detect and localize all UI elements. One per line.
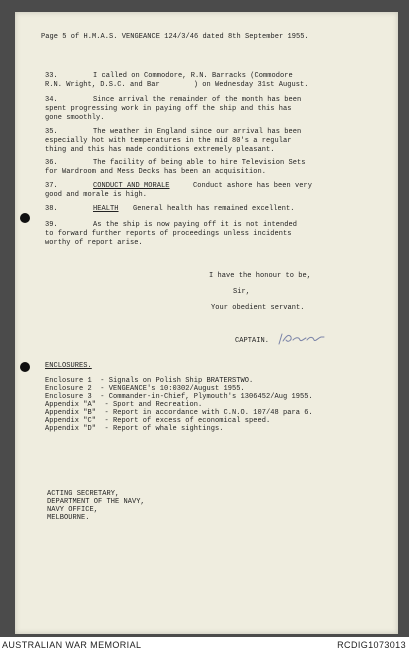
para-line: Since arrival the remainder of the month has been — [93, 96, 302, 104]
section-heading: HEALTH — [93, 205, 119, 213]
address-line: NAVY OFFICE, — [47, 506, 99, 514]
para-line: thing and this has made conditions extremely pleasant. — [45, 146, 275, 154]
para-number: 38. — [45, 205, 58, 213]
enclosure-item: Appendix "C" - Report of excess of economical speed. — [45, 417, 271, 425]
address-line: ACTING SECRETARY, — [47, 490, 120, 498]
archive-name: AUSTRALIAN WAR MEMORIAL — [2, 640, 142, 650]
signature-mark — [277, 331, 327, 347]
para-number: 35. — [45, 128, 58, 136]
enclosure-item: Appendix "B" - Report in accordance with C.N.O. 107/48 para 6. — [45, 409, 313, 417]
para-line: General health has remained excellent. — [133, 205, 295, 213]
section-heading: CONDUCT AND MORALE — [93, 182, 170, 190]
para-number: 37. — [45, 182, 58, 190]
para-line: R.N. Wright, D.S.C. and Bar ) on Wednesday 31st August. — [45, 81, 309, 89]
punch-hole-bottom — [20, 362, 30, 372]
archive-footer — [0, 637, 409, 653]
signatory-title: CAPTAIN. — [235, 337, 270, 345]
enclosure-item: Enclosure 1 - Signals on Polish Ship BRATERSTWO. — [45, 377, 254, 385]
page-header: Page 5 of H.M.A.S. VENGEANCE 124/3/46 dated 8th September 1955. — [41, 33, 309, 41]
para-line: good and morale is high. — [45, 191, 148, 199]
enclosure-item: Appendix "A" - Sport and Recreation. — [45, 401, 203, 409]
para-line: worthy of report arise. — [45, 239, 143, 247]
para-line: The weather in England since our arrival has been — [93, 128, 302, 136]
para-line: gone smoothly. — [45, 114, 105, 122]
closing-line: I have the honour to be, — [209, 272, 312, 280]
address-line: DEPARTMENT OF THE NAVY, — [47, 498, 145, 506]
record-id: RCDIG1073013 — [337, 640, 406, 650]
para-number: 39. — [45, 221, 58, 229]
enclosure-item: Appendix "D" - Report of whale sightings. — [45, 425, 224, 433]
para-line: As the ship is now paying off it is not intended — [93, 221, 298, 229]
para-number: 34. — [45, 96, 58, 104]
para-line: spent progressing work in paying off the ship and this has — [45, 105, 292, 113]
para-number: 33. — [45, 72, 58, 80]
document-page — [15, 12, 398, 634]
para-number: 36. — [45, 159, 58, 167]
address-line: MELBOURNE. — [47, 514, 90, 522]
para-line: for Wardroom and Mess Decks has been an acquisition. — [45, 168, 267, 176]
punch-hole-top — [20, 213, 30, 223]
para-line: The facility of being able to hire Television Sets — [93, 159, 306, 167]
closing-line: Sir, — [233, 288, 251, 296]
enclosure-item: Enclosure 2 - VENGEANCE's 10:0302/August 1955. — [45, 385, 245, 393]
closing-line: Your obedient servant. — [211, 304, 305, 312]
enclosures-heading: ENCLOSURES. — [45, 362, 92, 370]
enclosure-item: Enclosure 3 - Commander-in-Chief, Plymouth's 1306452/Aug 1955. — [45, 393, 313, 401]
para-line: especially hot with temperatures in the mid 80's a regular — [45, 137, 292, 145]
para-line: Conduct ashore has been very — [193, 182, 313, 190]
para-line: to forward further reports of proceedings unless incidents — [45, 230, 292, 238]
para-line: I called on Commodore, R.N. Barracks (Commodore — [93, 72, 293, 80]
